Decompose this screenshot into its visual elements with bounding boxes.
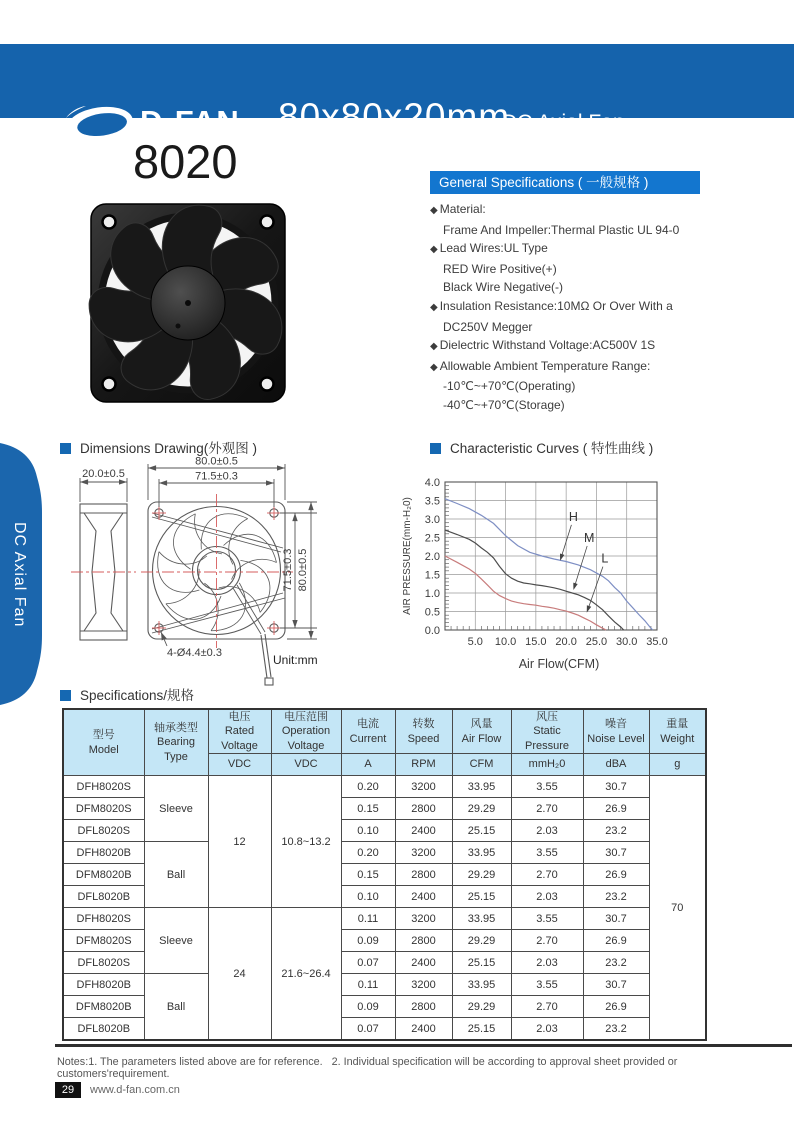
- spec-item: ◆ Lead Wires:UL Type: [430, 241, 548, 256]
- notes-divider: [55, 1044, 792, 1047]
- rated-voltage-cell: 12: [208, 776, 271, 908]
- unit-header: dBA: [583, 754, 649, 776]
- specifications-table: [62, 708, 707, 1041]
- spec-item: DC250V Megger: [443, 319, 533, 334]
- current-cell: 0.15: [341, 864, 395, 886]
- x-tick-label: 15.0: [525, 636, 547, 648]
- table-row: [63, 776, 706, 798]
- dfan-logo-icon: [60, 98, 138, 150]
- model-cell: DFL8020S: [63, 820, 144, 842]
- speed-cell: 2800: [395, 798, 452, 820]
- airflow-cell: 33.95: [452, 776, 511, 798]
- airflow-cell: 29.29: [452, 930, 511, 952]
- speed-cell: 2400: [395, 886, 452, 908]
- airflow-cell: 29.29: [452, 864, 511, 886]
- noise-cell: 26.9: [583, 930, 649, 952]
- noise-cell: 26.9: [583, 996, 649, 1018]
- model-cell: DFH8020B: [63, 974, 144, 996]
- col-header-operation-voltage: 电压范围 Operation Voltage: [271, 709, 341, 754]
- col-header-speed: 转数 Speed: [395, 709, 452, 754]
- general-specs-header: General Specifications ( 一般规格 ): [430, 171, 700, 194]
- general-specs-list: [430, 200, 750, 415]
- diamond-bullet-icon: ◆: [430, 341, 438, 353]
- current-cell: 0.15: [341, 798, 395, 820]
- pressure-cell: 3.55: [511, 776, 583, 798]
- page-number-badge: 29: [55, 1082, 81, 1098]
- x-tick-label: 10.0: [494, 636, 517, 648]
- speed-cell: 2800: [395, 864, 452, 886]
- x-axis-title: Air Flow(CFM): [518, 657, 600, 671]
- current-cell: 0.09: [341, 996, 395, 1018]
- speed-cell: 3200: [395, 908, 452, 930]
- diamond-bullet-icon: ◆: [430, 361, 438, 373]
- section-bullet-icon: [60, 690, 71, 701]
- spec-item: RED Wire Positive(+): [443, 261, 557, 276]
- speed-cell: 3200: [395, 974, 452, 996]
- model-cell: DFM8020B: [63, 996, 144, 1018]
- spec-item: ◆ Allowable Ambient Temperature Range:: [430, 358, 651, 373]
- noise-cell: 30.7: [583, 842, 649, 864]
- dim-width-label: 80.0±0.5: [195, 455, 238, 468]
- curve-label-H: H: [568, 509, 578, 524]
- speed-cell: 3200: [395, 776, 452, 798]
- dim-height-label: 80.0±0.5: [297, 548, 309, 592]
- noise-cell: 30.7: [583, 974, 649, 996]
- dimensions-section-title: Dimensions Drawing(外观图 ): [60, 437, 257, 457]
- current-cell: 0.10: [341, 820, 395, 842]
- header-band: [0, 44, 794, 139]
- leader-line: [562, 525, 572, 555]
- unit-header: VDC: [271, 754, 341, 776]
- model-cell: DFM8020S: [63, 930, 144, 952]
- airflow-cell: 25.15: [452, 820, 511, 842]
- y-tick-label: 3.5: [424, 495, 440, 508]
- operation-voltage-cell: 10.8~13.2: [271, 776, 341, 908]
- col-header-rated-voltage: 电压 Rated Voltage: [208, 709, 271, 754]
- pressure-cell: 2.70: [511, 864, 583, 886]
- weight-cell: 70: [649, 776, 706, 1041]
- specs-section-title: Specifications/规格: [60, 684, 194, 704]
- characteristic-curves-chart: [398, 452, 688, 692]
- unit-header: VDC: [208, 754, 271, 776]
- noise-cell: 23.2: [583, 952, 649, 974]
- airflow-cell: 33.95: [452, 842, 511, 864]
- pressure-cell: 2.70: [511, 930, 583, 952]
- product-size-title: 80x80x20mm: [278, 96, 511, 137]
- model-cell: DFM8020S: [63, 798, 144, 820]
- bearing-cell: Ball: [144, 974, 208, 1041]
- website-url: www.d-fan.com.cn: [90, 1084, 180, 1096]
- sidebar-tab-label: DC Axial Fan: [11, 522, 28, 628]
- fan-product-photo: [88, 198, 288, 408]
- noise-cell: 26.9: [583, 864, 649, 886]
- x-tick-label: 30.0: [616, 636, 638, 648]
- brand-name: D-FAN: [140, 104, 240, 139]
- diamond-bullet-icon: ◆: [430, 244, 438, 256]
- speed-cell: 2800: [395, 930, 452, 952]
- curves-section-title: Characteristic Curves ( 特性曲线 ): [430, 437, 653, 457]
- noise-cell: 30.7: [583, 908, 649, 930]
- operation-voltage-cell: 21.6~26.4: [271, 908, 341, 1041]
- airflow-cell: 33.95: [452, 974, 511, 996]
- unit-header: A: [341, 754, 395, 776]
- dimensions-drawing: [55, 452, 405, 692]
- curve-M: [445, 530, 624, 630]
- diamond-bullet-icon: ◆: [430, 301, 438, 313]
- unit-header: g: [649, 754, 706, 776]
- x-tick-label: 5.0: [467, 636, 483, 648]
- spec-item: Black Wire Negative(-): [443, 280, 564, 295]
- spec-item: -40℃~+70℃(Storage): [443, 397, 565, 412]
- pressure-cell: 2.70: [511, 798, 583, 820]
- speed-cell: 2800: [395, 996, 452, 1018]
- curve-H: [445, 499, 653, 630]
- bearing-cell: Sleeve: [144, 776, 208, 842]
- dim-unit-label: Unit:mm: [273, 653, 318, 667]
- spec-item: ◆ Insulation Resistance:10MΩ Or Over With a: [430, 298, 673, 313]
- y-tick-label: 0.5: [424, 606, 440, 619]
- leader-arrowhead: [573, 583, 577, 590]
- y-tick-label: 1.0: [424, 588, 440, 600]
- pressure-cell: 2.70: [511, 996, 583, 1018]
- bearing-cell: Sleeve: [144, 908, 208, 974]
- pressure-cell: 2.03: [511, 952, 583, 974]
- current-cell: 0.20: [341, 776, 395, 798]
- current-cell: 0.20: [341, 842, 395, 864]
- table-row: [63, 908, 706, 930]
- curve-label-M: M: [583, 530, 595, 545]
- model-cell: DFL8020S: [63, 952, 144, 974]
- speed-cell: 2400: [395, 820, 452, 842]
- unit-header: RPM: [395, 754, 452, 776]
- dim-pitch-h-label: 71.5±0.3: [195, 470, 238, 483]
- spec-item: -10℃~+70℃(Operating): [443, 379, 576, 394]
- noise-cell: 23.2: [583, 820, 649, 842]
- y-tick-label: 2.0: [424, 551, 440, 563]
- y-tick-label: 2.5: [424, 532, 440, 545]
- spec-item: ◆ Material:: [430, 202, 486, 216]
- current-cell: 0.07: [341, 952, 395, 974]
- y-tick-label: 0.0: [424, 625, 440, 637]
- dim-depth-label: 20.0±0.5: [82, 468, 125, 480]
- x-tick-label: 20.0: [555, 636, 577, 648]
- col-header-model: 型号 Model: [63, 709, 144, 776]
- pressure-cell: 3.55: [511, 842, 583, 864]
- airflow-cell: 33.95: [452, 908, 511, 930]
- model-cell: DFL8020B: [63, 1018, 144, 1041]
- airflow-cell: 25.15: [452, 886, 511, 908]
- speed-cell: 2400: [395, 952, 452, 974]
- y-axis-title: AIR PRESSURE(mm-H₂0): [402, 497, 413, 615]
- pressure-cell: 2.03: [511, 886, 583, 908]
- airflow-cell: 29.29: [452, 798, 511, 820]
- rated-voltage-cell: 24: [208, 908, 271, 1041]
- dim-pitch-v-label: 71.5±0.3: [282, 548, 294, 592]
- unit-header: mmH₂0: [511, 754, 583, 776]
- model-cell: DFM8020B: [63, 864, 144, 886]
- diamond-bullet-icon: ◆: [430, 205, 438, 216]
- notes-text: Notes:1. The parameters listed above are for reference. 2. Individual specification will be according to approval sheet provided or customers'requirement.: [57, 1056, 681, 1080]
- airflow-cell: 25.15: [452, 1018, 511, 1041]
- x-tick-label: 25.0: [585, 636, 608, 648]
- y-tick-label: 3.0: [424, 514, 440, 526]
- current-cell: 0.07: [341, 1018, 395, 1041]
- airflow-cell: 25.15: [452, 952, 511, 974]
- current-cell: 0.10: [341, 886, 395, 908]
- table-row: [63, 974, 706, 996]
- y-tick-label: 4.0: [424, 477, 440, 489]
- model-cell: DFH8020S: [63, 776, 144, 798]
- model-number: 8020: [133, 135, 238, 188]
- y-tick-label: 1.5: [424, 569, 440, 582]
- col-header-bearing-type: 轴承类型 Bearing Type: [144, 709, 208, 776]
- pressure-cell: 3.55: [511, 908, 583, 930]
- airflow-cell: 29.29: [452, 996, 511, 1018]
- col-header-weight: 重量 Weight: [649, 709, 706, 754]
- noise-cell: 23.2: [583, 886, 649, 908]
- noise-cell: 23.2: [583, 1018, 649, 1041]
- col-header-air-flow: 风量 Air Flow: [452, 709, 511, 754]
- model-cell: DFL8020B: [63, 886, 144, 908]
- speed-cell: 2400: [395, 1018, 452, 1041]
- spec-item: ◆ Dielectric Withstand Voltage:AC500V 1S: [430, 338, 656, 353]
- leader-arrowhead: [560, 553, 564, 560]
- product-type-title: DC Axial Fan: [502, 111, 625, 134]
- x-tick-label: 35.0: [646, 636, 668, 648]
- unit-header: CFM: [452, 754, 511, 776]
- spec-item: Frame And Impeller:Thermal Plastic UL 94-0: [443, 222, 680, 237]
- model-cell: DFH8020B: [63, 842, 144, 864]
- current-cell: 0.09: [341, 930, 395, 952]
- col-header-noise-level: 噪音 Noise Level: [583, 709, 649, 754]
- pressure-cell: 2.03: [511, 820, 583, 842]
- col-header-static-pressure: 风压 Static Pressure: [511, 709, 583, 754]
- pressure-cell: 3.55: [511, 974, 583, 996]
- bearing-cell: Ball: [144, 842, 208, 908]
- noise-cell: 30.7: [583, 776, 649, 798]
- pressure-cell: 2.03: [511, 1018, 583, 1041]
- model-cell: DFH8020S: [63, 908, 144, 930]
- dim-holes-label: 4-Ø4.4±0.3: [167, 647, 222, 659]
- table-row: [63, 842, 706, 864]
- speed-cell: 3200: [395, 842, 452, 864]
- noise-cell: 26.9: [583, 798, 649, 820]
- col-header-current: 电流 Current: [341, 709, 395, 754]
- current-cell: 0.11: [341, 974, 395, 996]
- curve-label-L: L: [601, 551, 609, 566]
- current-cell: 0.11: [341, 908, 395, 930]
